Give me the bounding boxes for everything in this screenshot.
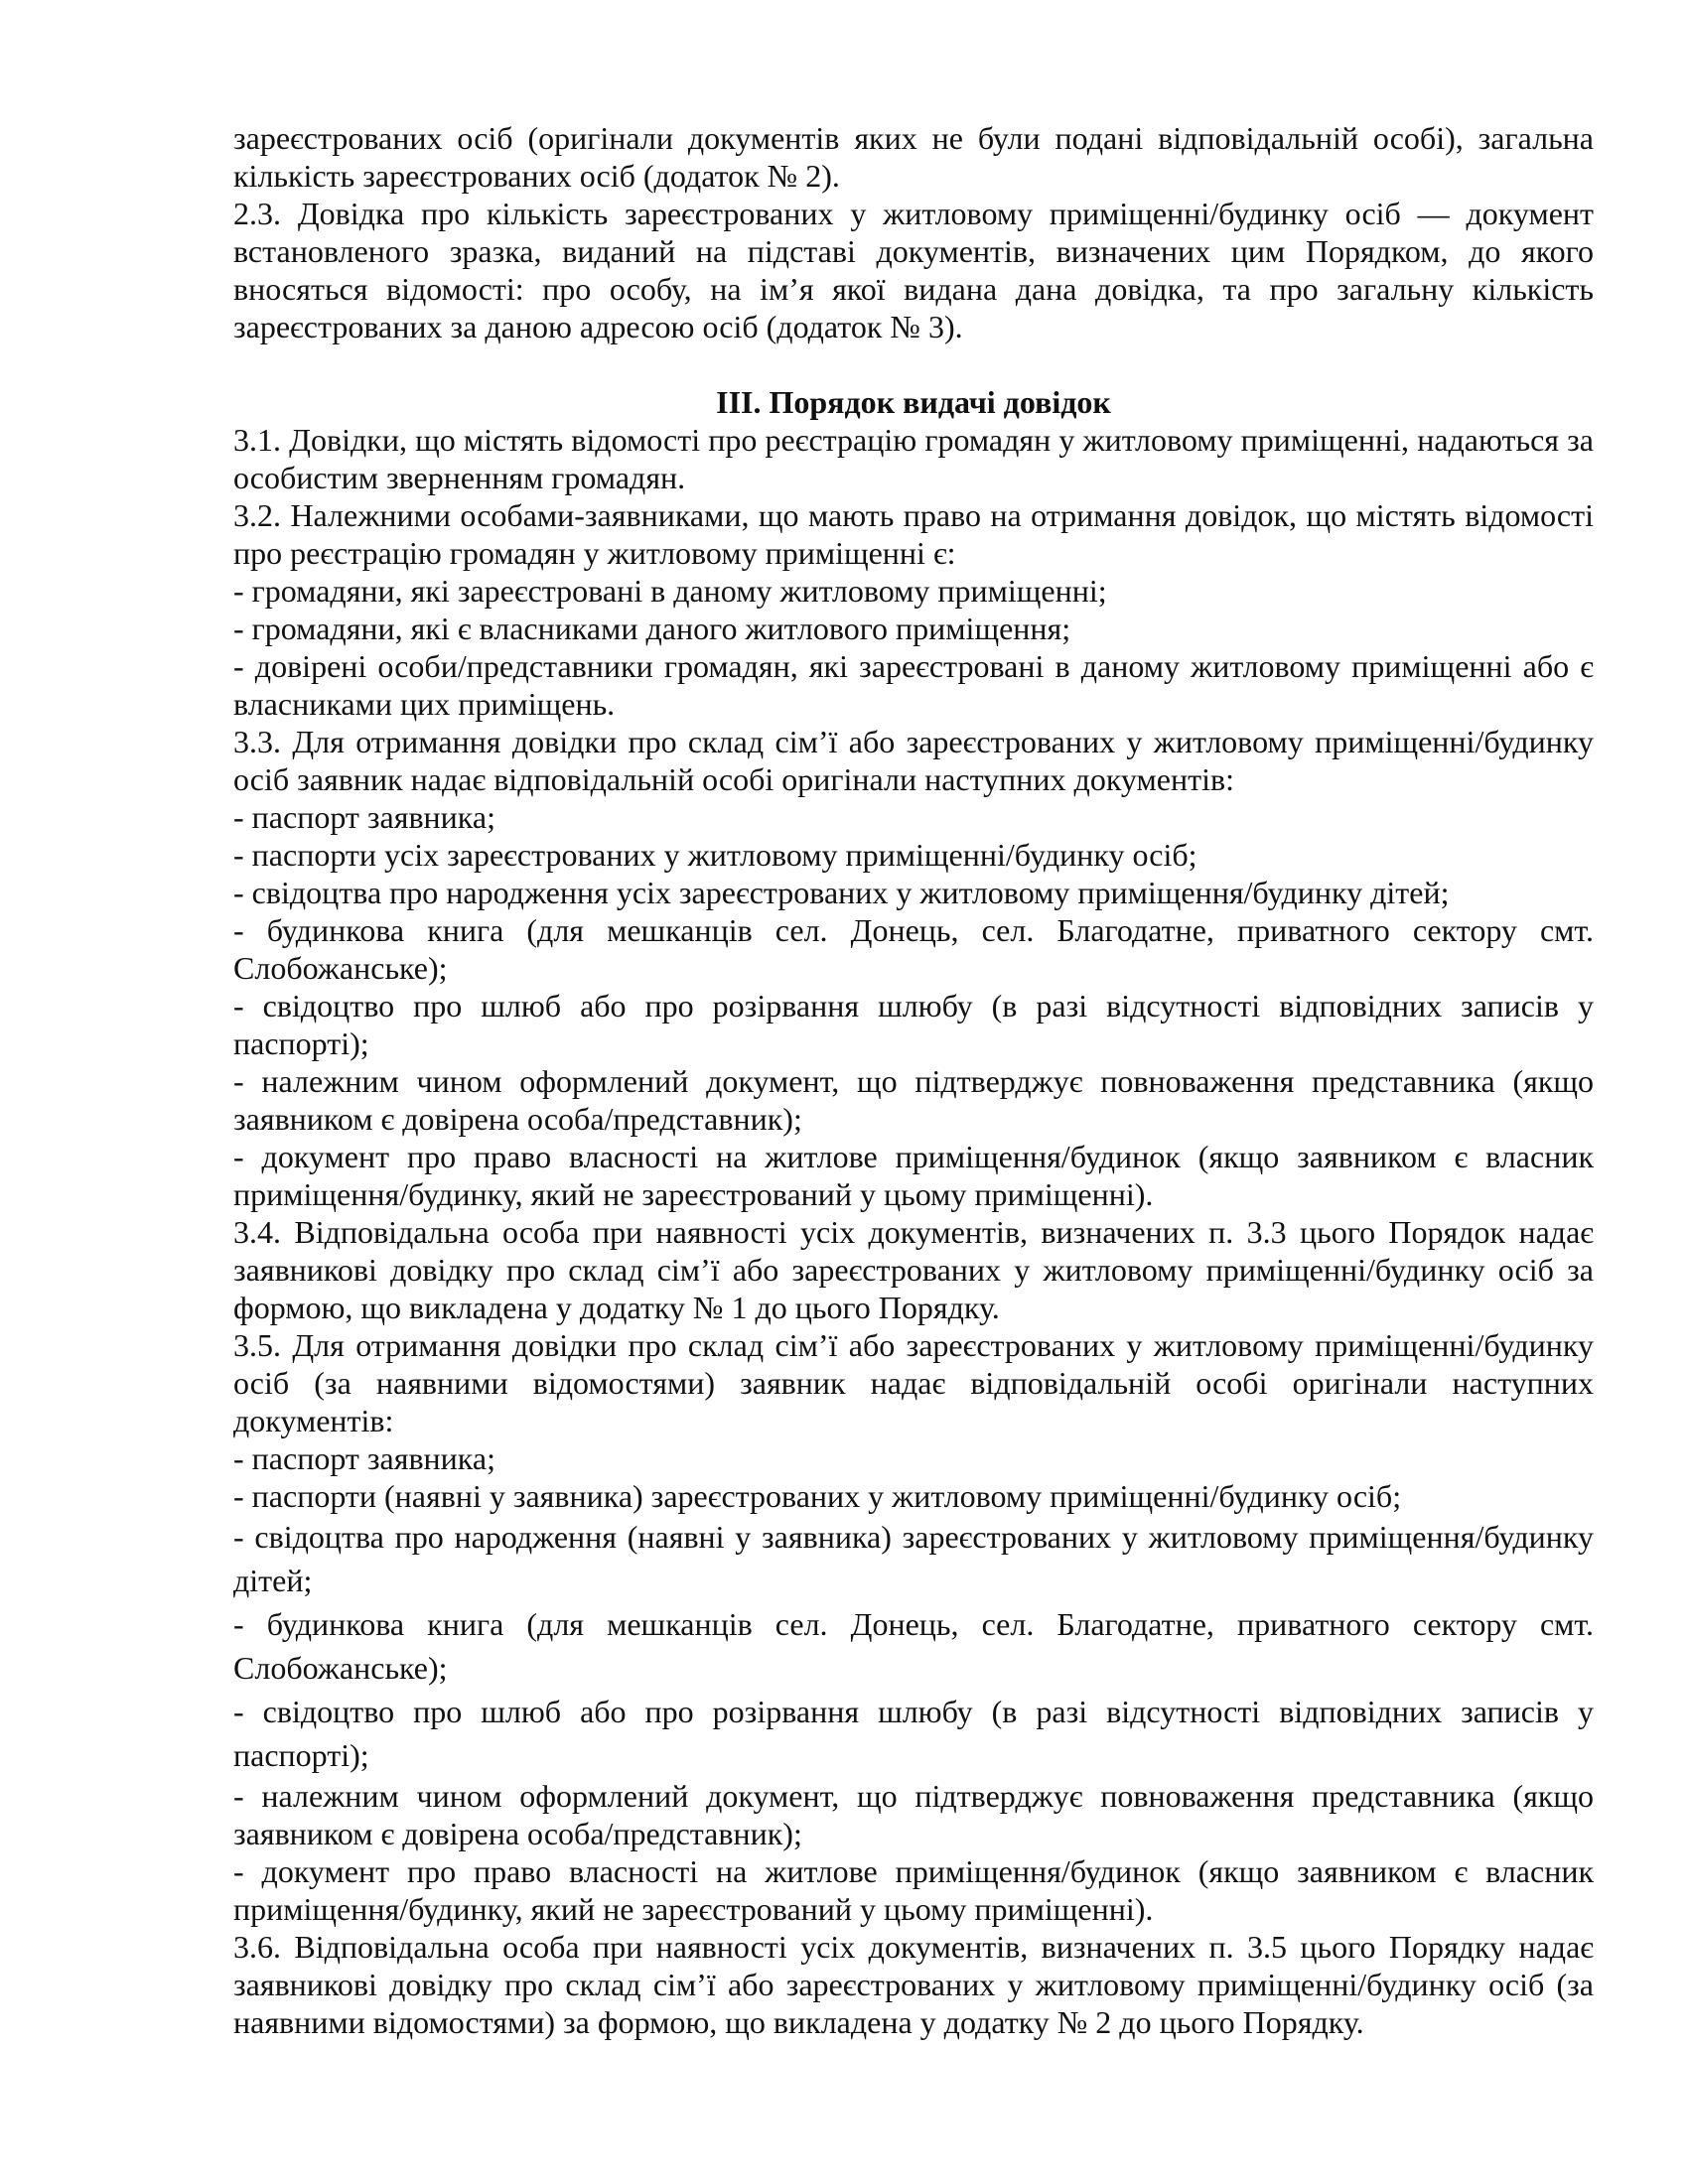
list-item: - свідоцтво про шлюб або про розірвання шлюбу (в разі відсутності відповідних записів у паспорті); bbox=[233, 1694, 1594, 1773]
paragraph: 3.5. Для отримання довідки про склад сім’ї або зареєстрованих у житловому приміщенні/будинку осіб (за наявними відомостями) заявник надає відповідальній особі оригінали наступних документів: bbox=[233, 1327, 1594, 1438]
paragraph: зареєстрованих осіб (оригінали документів яких не були подані відповідальній особі), загальна кількість зареєстрованих осіб (додаток № 2). bbox=[233, 120, 1594, 194]
document-page bbox=[233, 119, 1594, 2041]
paragraph: 3.2. Належними особами-заявниками, що мають право на отримання довідок, що містять відомості про реєстрацію громадян у житловому приміщенні є: bbox=[233, 497, 1594, 571]
list-item: - належним чином оформлений документ, що підтверджує повноваження представника (якщо заявником є довірена особа/представник); bbox=[233, 1063, 1594, 1137]
list-item: - паспорти усіх зареєстрованих у житловому приміщенні/будинку осіб; bbox=[233, 837, 1197, 873]
paragraph: 3.4. Відповідальна особа при наявності усіх документів, визначених п. 3.3 цього Порядок надає заявникові довідку про склад сім’ї або зареєстрованих у житловому приміщенні/будинку осіб за формою, що викладена у додатку № 1 до цього Порядку. bbox=[233, 1214, 1594, 1325]
list-item: - паспорт заявника; bbox=[233, 1440, 495, 1476]
paragraph: 3.3. Для отримання довідки про склад сім’ї або зареєстрованих у житловому приміщенні/будинку осіб заявник надає відповідальній особі оригінали наступних документів: bbox=[233, 724, 1594, 797]
list-item: - довірені особи/представники громадян, які зареєстровані в даному житловому приміщенні або є власниками цих приміщень. bbox=[233, 648, 1594, 722]
list-item: - будинкова книга (для мешканців сел. Донець, сел. Благодатне, приватного сектору смт. Слобожанське); bbox=[233, 1606, 1594, 1686]
list-item: - свідоцтво про шлюб або про розірвання шлюбу (в разі відсутності відповідних записів у паспорті); bbox=[233, 988, 1594, 1061]
paragraph: 2.3. Довідка про кількість зареєстрованих у житловому приміщенні/будинку осіб — документ встановленого зразка, виданий на підставі документів, визначених цим Порядком, до якого вносяться відомості: про особу, на ім’я якої видана дана довідка, та про загальну кількість зареєстрованих за даною адресою осіб (додаток № 3). bbox=[233, 196, 1594, 344]
list-item: - документ про право власності на житлове приміщення/будинок (якщо заявником є власник приміщення/будинку, який не зареєстрований у цьому приміщенні). bbox=[233, 1139, 1594, 1212]
paragraph: 3.6. Відповідальна особа при наявності усіх документів, визначених п. 3.5 цього Порядку надає заявникові довідку про склад сім’ї або зареєстрованих у житловому приміщенні/будинку осіб (за наявними відомостями) за формою, що викладена у додатку № 2 до цього Порядку. bbox=[233, 1929, 1594, 2040]
list-item: - будинкова книга (для мешканців сел. Донець, сел. Благодатне, приватного сектору смт. Слобожанське); bbox=[233, 912, 1594, 986]
list-item: - паспорт заявника; bbox=[233, 799, 495, 835]
section-heading: ІІІ. Порядок видачі довідок bbox=[716, 384, 1111, 420]
list-item: - належним чином оформлений документ, що підтверджує повноваження представника (якщо заявником є довірена особа/представник); bbox=[233, 1778, 1594, 1851]
list-item: - паспорти (наявні у заявника) зареєстрованих у житловому приміщенні/будинку осіб; bbox=[233, 1478, 1402, 1514]
list-item: - свідоцтва про народження усіх зареєстрованих у житловому приміщення/будинку дітей; bbox=[233, 875, 1450, 910]
list-item: - громадяни, які є власниками даного житлового приміщення; bbox=[233, 611, 1071, 646]
list-item: - документ про право власності на житлове приміщення/будинок (якщо заявником є власник приміщення/будинку, який не зареєстрований у цьому приміщенні). bbox=[233, 1853, 1594, 1927]
list-item: - свідоцтва про народження (наявні у заявника) зареєстрованих у житловому приміщення/будинку дітей; bbox=[233, 1519, 1594, 1598]
list-item: - громадяни, які зареєстровані в даному житловому приміщенні; bbox=[233, 573, 1107, 609]
spacer bbox=[233, 345, 1594, 383]
paragraph: 3.1. Довідки, що містять відомості про реєстрацію громадян у житловому приміщенні, надаються за особистим зверненням громадян. bbox=[233, 422, 1594, 495]
